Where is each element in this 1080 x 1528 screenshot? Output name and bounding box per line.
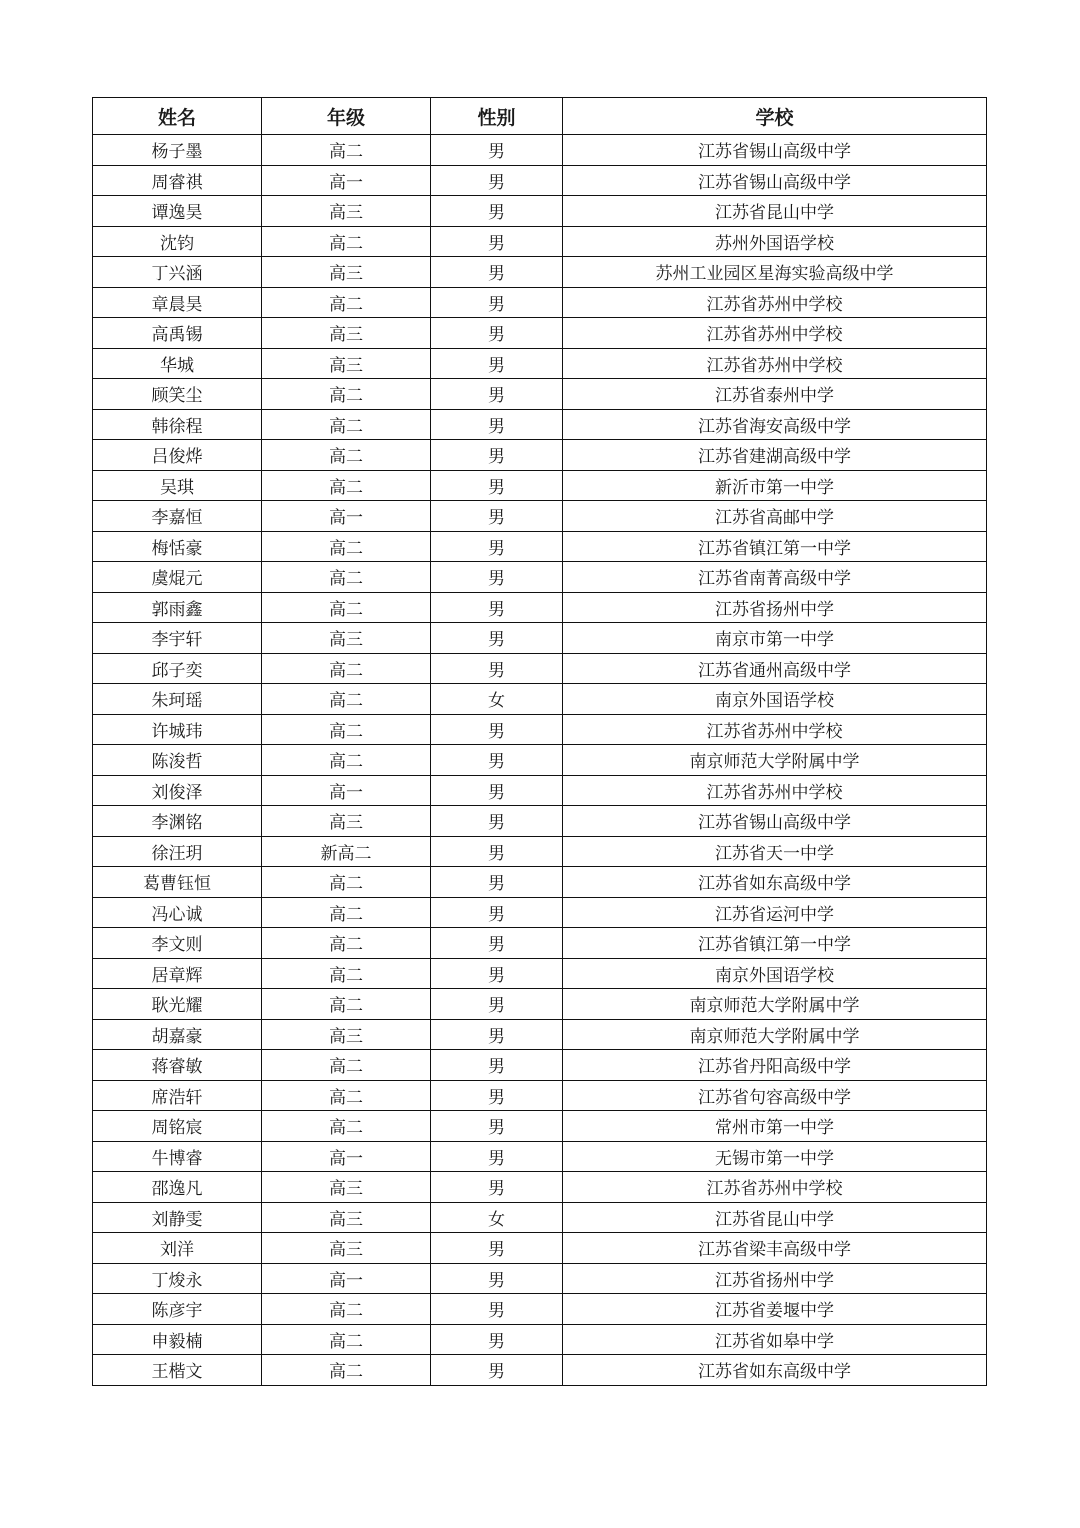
student-name-cell: 陈彦宇 [93, 1294, 262, 1325]
table-header-row [93, 98, 987, 135]
school-cell: 无锡市第一中学 [563, 1141, 987, 1172]
student-name-cell: 朱珂瑶 [93, 684, 262, 715]
student-name-cell: 徐汪玥 [93, 836, 262, 867]
student-name-cell: 葛曹钰恒 [93, 867, 262, 898]
grade-cell: 高二 [262, 1080, 431, 1111]
student-name-cell: 王楷文 [93, 1355, 262, 1386]
student-name-cell: 华城 [93, 348, 262, 379]
student-name-cell: 丁兴涵 [93, 257, 262, 288]
gender-cell: 女 [431, 1202, 563, 1233]
gender-cell: 男 [431, 470, 563, 501]
table-row [93, 1355, 987, 1386]
grade-cell: 高一 [262, 1263, 431, 1294]
grade-cell: 高二 [262, 653, 431, 684]
table-row [93, 592, 987, 623]
grade-cell: 高二 [262, 897, 431, 928]
table-row [93, 318, 987, 349]
gender-cell: 男 [431, 714, 563, 745]
school-cell: 江苏省苏州中学校 [563, 714, 987, 745]
school-cell: 苏州外国语学校 [563, 226, 987, 257]
school-cell: 江苏省锡山高级中学 [563, 165, 987, 196]
gender-cell: 男 [431, 592, 563, 623]
table-row [93, 1141, 987, 1172]
grade-cell: 高二 [262, 287, 431, 318]
grade-cell: 高二 [262, 531, 431, 562]
grade-cell: 高二 [262, 867, 431, 898]
school-cell: 江苏省姜堰中学 [563, 1294, 987, 1325]
student-name-cell: 章晨昊 [93, 287, 262, 318]
grade-cell: 高二 [262, 1294, 431, 1325]
grade-cell: 高二 [262, 1111, 431, 1142]
gender-cell: 女 [431, 684, 563, 715]
student-name-cell: 丁焌永 [93, 1263, 262, 1294]
student-name-cell: 高禹锡 [93, 318, 262, 349]
grade-cell: 高三 [262, 1019, 431, 1050]
school-cell: 江苏省梁丰高级中学 [563, 1233, 987, 1264]
school-cell: 南京外国语学校 [563, 684, 987, 715]
grade-cell: 高三 [262, 1233, 431, 1264]
gender-cell: 男 [431, 196, 563, 227]
student-name-cell: 李宇轩 [93, 623, 262, 654]
column-header-name: 姓名 [93, 98, 262, 135]
table-body [93, 135, 987, 1386]
school-cell: 苏州工业园区星海实验高级中学 [563, 257, 987, 288]
student-name-cell: 蒋睿敏 [93, 1050, 262, 1081]
table-row [93, 501, 987, 532]
table-row [93, 806, 987, 837]
gender-cell: 男 [431, 348, 563, 379]
student-name-cell: 冯心诚 [93, 897, 262, 928]
grade-cell: 高三 [262, 318, 431, 349]
grade-cell: 高二 [262, 379, 431, 410]
grade-cell: 高二 [262, 928, 431, 959]
school-cell: 江苏省运河中学 [563, 897, 987, 928]
gender-cell: 男 [431, 1111, 563, 1142]
school-cell: 江苏省锡山高级中学 [563, 806, 987, 837]
table-row [93, 257, 987, 288]
student-name-cell: 李渊铭 [93, 806, 262, 837]
gender-cell: 男 [431, 867, 563, 898]
school-cell: 江苏省如东高级中学 [563, 1355, 987, 1386]
school-cell: 江苏省镇江第一中学 [563, 928, 987, 959]
school-cell: 常州市第一中学 [563, 1111, 987, 1142]
student-name-cell: 耿光耀 [93, 989, 262, 1020]
grade-cell: 高二 [262, 989, 431, 1020]
grade-cell: 高一 [262, 165, 431, 196]
grade-cell: 高二 [262, 958, 431, 989]
school-cell: 南京师范大学附属中学 [563, 1019, 987, 1050]
student-name-cell: 席浩轩 [93, 1080, 262, 1111]
school-cell: 南京师范大学附属中学 [563, 745, 987, 776]
table-row [93, 684, 987, 715]
table-row [93, 623, 987, 654]
school-cell: 南京师范大学附属中学 [563, 989, 987, 1020]
table-row [93, 379, 987, 410]
grade-cell: 高三 [262, 806, 431, 837]
gender-cell: 男 [431, 287, 563, 318]
table-row [93, 470, 987, 501]
table-row [93, 653, 987, 684]
school-cell: 江苏省苏州中学校 [563, 1172, 987, 1203]
gender-cell: 男 [431, 531, 563, 562]
table-row [93, 440, 987, 471]
student-name-cell: 吕俊烨 [93, 440, 262, 471]
gender-cell: 男 [431, 897, 563, 928]
table-row [93, 836, 987, 867]
gender-cell: 男 [431, 379, 563, 410]
student-roster-table [92, 97, 987, 1386]
gender-cell: 男 [431, 775, 563, 806]
student-name-cell: 申毅楠 [93, 1324, 262, 1355]
table-row [93, 1324, 987, 1355]
student-name-cell: 牛博睿 [93, 1141, 262, 1172]
table-row [93, 867, 987, 898]
table-row [93, 1019, 987, 1050]
grade-cell: 高二 [262, 1324, 431, 1355]
grade-cell: 高二 [262, 592, 431, 623]
grade-cell: 高一 [262, 501, 431, 532]
student-name-cell: 邵逸凡 [93, 1172, 262, 1203]
school-cell: 江苏省建湖高级中学 [563, 440, 987, 471]
table-row [93, 775, 987, 806]
gender-cell: 男 [431, 1355, 563, 1386]
table-row [93, 897, 987, 928]
table-row [93, 1050, 987, 1081]
student-name-cell: 郭雨鑫 [93, 592, 262, 623]
grade-cell: 高二 [262, 470, 431, 501]
table-row [93, 226, 987, 257]
table-row [93, 348, 987, 379]
column-header-gender: 性别 [431, 98, 563, 135]
school-cell: 江苏省通州高级中学 [563, 653, 987, 684]
gender-cell: 男 [431, 135, 563, 166]
gender-cell: 男 [431, 1294, 563, 1325]
table-row [93, 1263, 987, 1294]
table-row [93, 165, 987, 196]
school-cell: 江苏省高邮中学 [563, 501, 987, 532]
school-cell: 南京外国语学校 [563, 958, 987, 989]
grade-cell: 高三 [262, 1202, 431, 1233]
gender-cell: 男 [431, 409, 563, 440]
gender-cell: 男 [431, 1263, 563, 1294]
gender-cell: 男 [431, 623, 563, 654]
school-cell: 江苏省苏州中学校 [563, 287, 987, 318]
grade-cell: 高三 [262, 196, 431, 227]
table-row [93, 1294, 987, 1325]
gender-cell: 男 [431, 1080, 563, 1111]
student-name-cell: 许城玮 [93, 714, 262, 745]
grade-cell: 高二 [262, 684, 431, 715]
school-cell: 新沂市第一中学 [563, 470, 987, 501]
gender-cell: 男 [431, 1324, 563, 1355]
table-row [93, 1111, 987, 1142]
gender-cell: 男 [431, 440, 563, 471]
gender-cell: 男 [431, 1172, 563, 1203]
school-cell: 江苏省扬州中学 [563, 1263, 987, 1294]
grade-cell: 高一 [262, 1141, 431, 1172]
table-row [93, 989, 987, 1020]
student-name-cell: 杨子墨 [93, 135, 262, 166]
grade-cell: 高三 [262, 623, 431, 654]
table-row [93, 409, 987, 440]
table-row [93, 1202, 987, 1233]
school-cell: 江苏省扬州中学 [563, 592, 987, 623]
gender-cell: 男 [431, 836, 563, 867]
table-row [93, 287, 987, 318]
school-cell: 江苏省苏州中学校 [563, 318, 987, 349]
school-cell: 南京市第一中学 [563, 623, 987, 654]
student-name-cell: 刘静雯 [93, 1202, 262, 1233]
student-name-cell: 胡嘉豪 [93, 1019, 262, 1050]
gender-cell: 男 [431, 501, 563, 532]
student-name-cell: 吴琪 [93, 470, 262, 501]
school-cell: 江苏省镇江第一中学 [563, 531, 987, 562]
grade-cell: 高二 [262, 440, 431, 471]
gender-cell: 男 [431, 1233, 563, 1264]
gender-cell: 男 [431, 745, 563, 776]
table-row [93, 958, 987, 989]
grade-cell: 高二 [262, 562, 431, 593]
school-cell: 江苏省如皋中学 [563, 1324, 987, 1355]
table-row [93, 1233, 987, 1264]
student-name-cell: 李文则 [93, 928, 262, 959]
student-name-cell: 刘俊泽 [93, 775, 262, 806]
student-name-cell: 邱子奕 [93, 653, 262, 684]
grade-cell: 新高二 [262, 836, 431, 867]
table-row [93, 745, 987, 776]
grade-cell: 高二 [262, 745, 431, 776]
grade-cell: 高一 [262, 775, 431, 806]
grade-cell: 高二 [262, 1355, 431, 1386]
school-cell: 江苏省南菁高级中学 [563, 562, 987, 593]
school-cell: 江苏省锡山高级中学 [563, 135, 987, 166]
student-name-cell: 顾笑尘 [93, 379, 262, 410]
gender-cell: 男 [431, 1141, 563, 1172]
grade-cell: 高三 [262, 348, 431, 379]
school-cell: 江苏省丹阳高级中学 [563, 1050, 987, 1081]
grade-cell: 高二 [262, 135, 431, 166]
student-name-cell: 虞焜元 [93, 562, 262, 593]
school-cell: 江苏省天一中学 [563, 836, 987, 867]
student-name-cell: 周睿祺 [93, 165, 262, 196]
table-row [93, 135, 987, 166]
gender-cell: 男 [431, 257, 563, 288]
table-row [93, 196, 987, 227]
grade-cell: 高二 [262, 1050, 431, 1081]
gender-cell: 男 [431, 653, 563, 684]
school-cell: 江苏省苏州中学校 [563, 775, 987, 806]
school-cell: 江苏省昆山中学 [563, 1202, 987, 1233]
grade-cell: 高二 [262, 409, 431, 440]
gender-cell: 男 [431, 1050, 563, 1081]
column-header-grade: 年级 [262, 98, 431, 135]
grade-cell: 高三 [262, 1172, 431, 1203]
table-row [93, 928, 987, 959]
gender-cell: 男 [431, 562, 563, 593]
gender-cell: 男 [431, 806, 563, 837]
student-name-cell: 陈浚哲 [93, 745, 262, 776]
school-cell: 江苏省昆山中学 [563, 196, 987, 227]
table-row [93, 1172, 987, 1203]
school-cell: 江苏省句容高级中学 [563, 1080, 987, 1111]
table-row [93, 562, 987, 593]
student-name-cell: 居章辉 [93, 958, 262, 989]
grade-cell: 高二 [262, 226, 431, 257]
gender-cell: 男 [431, 928, 563, 959]
table-row [93, 1080, 987, 1111]
grade-cell: 高二 [262, 714, 431, 745]
student-name-cell: 沈钧 [93, 226, 262, 257]
grade-cell: 高三 [262, 257, 431, 288]
gender-cell: 男 [431, 226, 563, 257]
school-cell: 江苏省海安高级中学 [563, 409, 987, 440]
gender-cell: 男 [431, 958, 563, 989]
student-name-cell: 谭逸昊 [93, 196, 262, 227]
school-cell: 江苏省如东高级中学 [563, 867, 987, 898]
table-row [93, 531, 987, 562]
student-name-cell: 梅恬豪 [93, 531, 262, 562]
school-cell: 江苏省苏州中学校 [563, 348, 987, 379]
student-name-cell: 刘洋 [93, 1233, 262, 1264]
gender-cell: 男 [431, 1019, 563, 1050]
gender-cell: 男 [431, 165, 563, 196]
gender-cell: 男 [431, 318, 563, 349]
gender-cell: 男 [431, 989, 563, 1020]
column-header-school: 学校 [563, 98, 987, 135]
student-name-cell: 周铭宸 [93, 1111, 262, 1142]
student-name-cell: 李嘉恒 [93, 501, 262, 532]
table-row [93, 714, 987, 745]
school-cell: 江苏省泰州中学 [563, 379, 987, 410]
student-name-cell: 韩徐程 [93, 409, 262, 440]
